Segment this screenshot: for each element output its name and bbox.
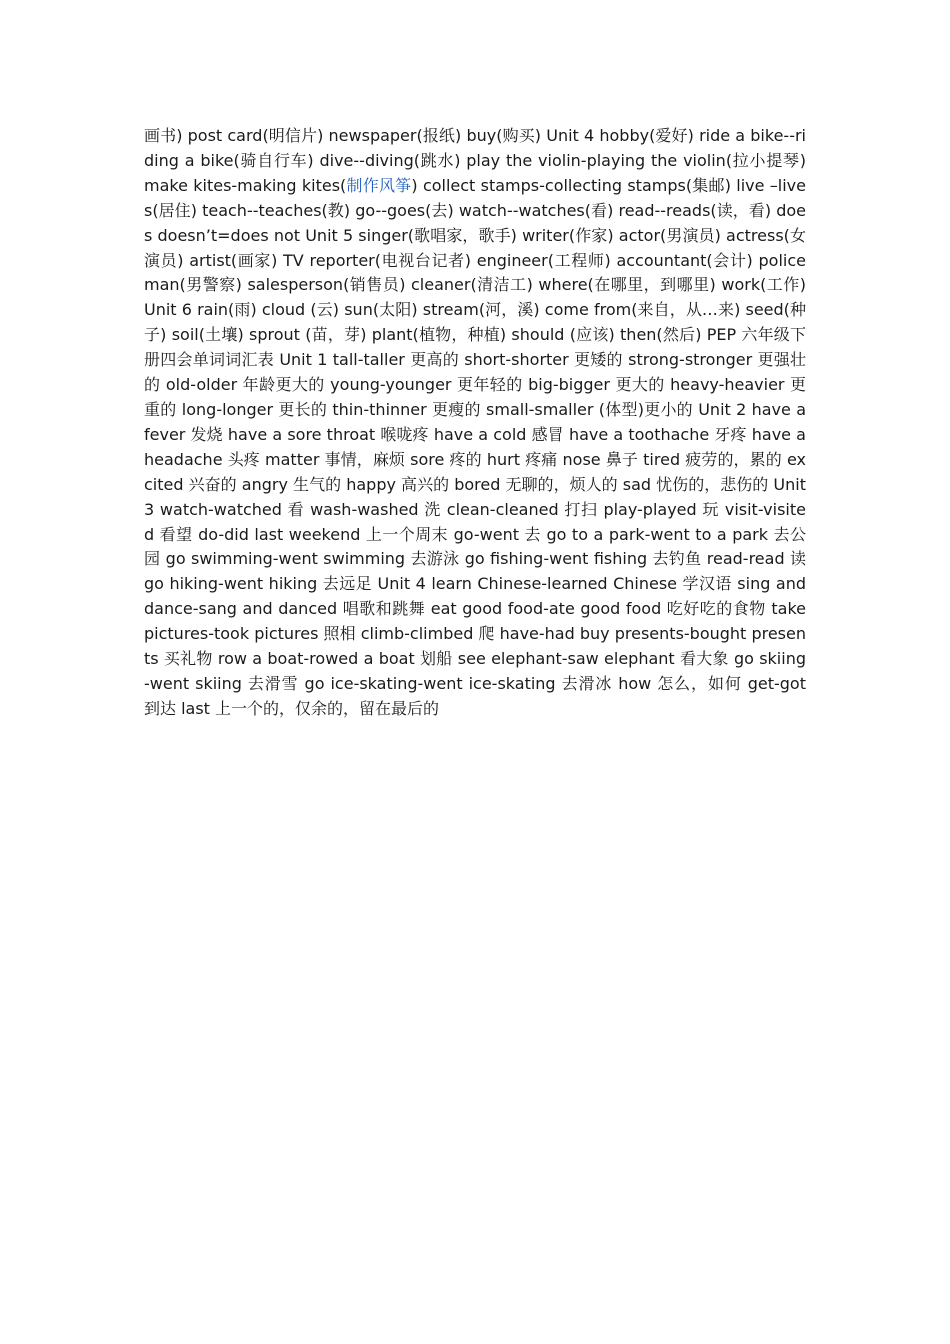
vocabulary-paragraph xyxy=(144,124,806,722)
kite-making-link[interactable]: 制作风筝 xyxy=(346,175,412,195)
text-after-link: ) collect stamps-collecting stamps(集邮) live –lives(居住) teach--teaches(教) go--goes(去) watch--watches(看) read--reads(读，看) does doesn’t=does not Unit 5 singer(歌唱家，歌手) writer(作家) actor(男演员) actress(女演员) artist(画家) TV reporter(电视台记者) engineer(工程师) accountant(会计) policeman(男警察) salesperson(销售员) cleaner(清洁工) where(在哪里，到哪里) work(工作) Unit 6 rain(雨) cloud (云) sun(太阳) stream(河，溪) come from(来自，从…来) seed(种子) soil(土壤) sprout (苗，芽) plant(植物，种植) should (应该) then(然后) PEP 六年级下册四会单词词汇表 Unit 1 tall-taller 更高的 short-shorter 更矮的 strong-stronger 更强壮的 old-older 年龄更大的 young-younger 更年轻的 big-bigger 更大的 heavy-heavier 更重的 long-longer 更长的 thin-thinner 更瘦的 small-smaller (体型)更小的 Unit 2 have a fever 发烧 have a sore throat 喉咙疼 have a cold 感冒 have a toothache 牙疼 have a headache 头疼 matter 事情，麻烦 sore 疼的 hurt 疼痛 nose 鼻子 tired 疲劳的，累的 excited 兴奋的 angry 生气的 happy 高兴的 bored 无聊的，烦人的 sad 忧伤的，悲伤的 Unit 3 watch-watched 看 wash-washed 洗 clean-cleaned 打扫 play-played 玩 visit-visited 看望 do-did last weekend 上一个周末 go-went 去 go to a park-went to a park 去公园 go swimming-went swimming 去游泳 go fishing-went fishing 去钓鱼 read-read 读 go hiking-went hiking 去远足 Unit 4 learn Chinese-learned Chinese 学汉语 sing and dance-sang and danced 唱歌和跳舞 eat good food-ate good food 吃好吃的食物 take pictures-took pictures 照相 climb-climbed 爬 have-had buy presents-bought presents 买礼物 row a boat-rowed a boat 划船 see elephant-saw elephant 看大象 go skiing-went skiing 去滑雪 go ice-skating-went ice-skating 去滑冰 how 怎么，如何 get-got 到达 last 上一个的，仅余的，留在最后的 xyxy=(144,175,806,718)
text-before-link: 画书) post card(明信片) newspaper(报纸) buy(购买) Unit 4 hobby(爱好) ride a bike--riding a bike(骑自行车) dive--diving(跳水) play the violin-playing the violin(拉小提琴) make kites-making kites( xyxy=(144,126,806,195)
